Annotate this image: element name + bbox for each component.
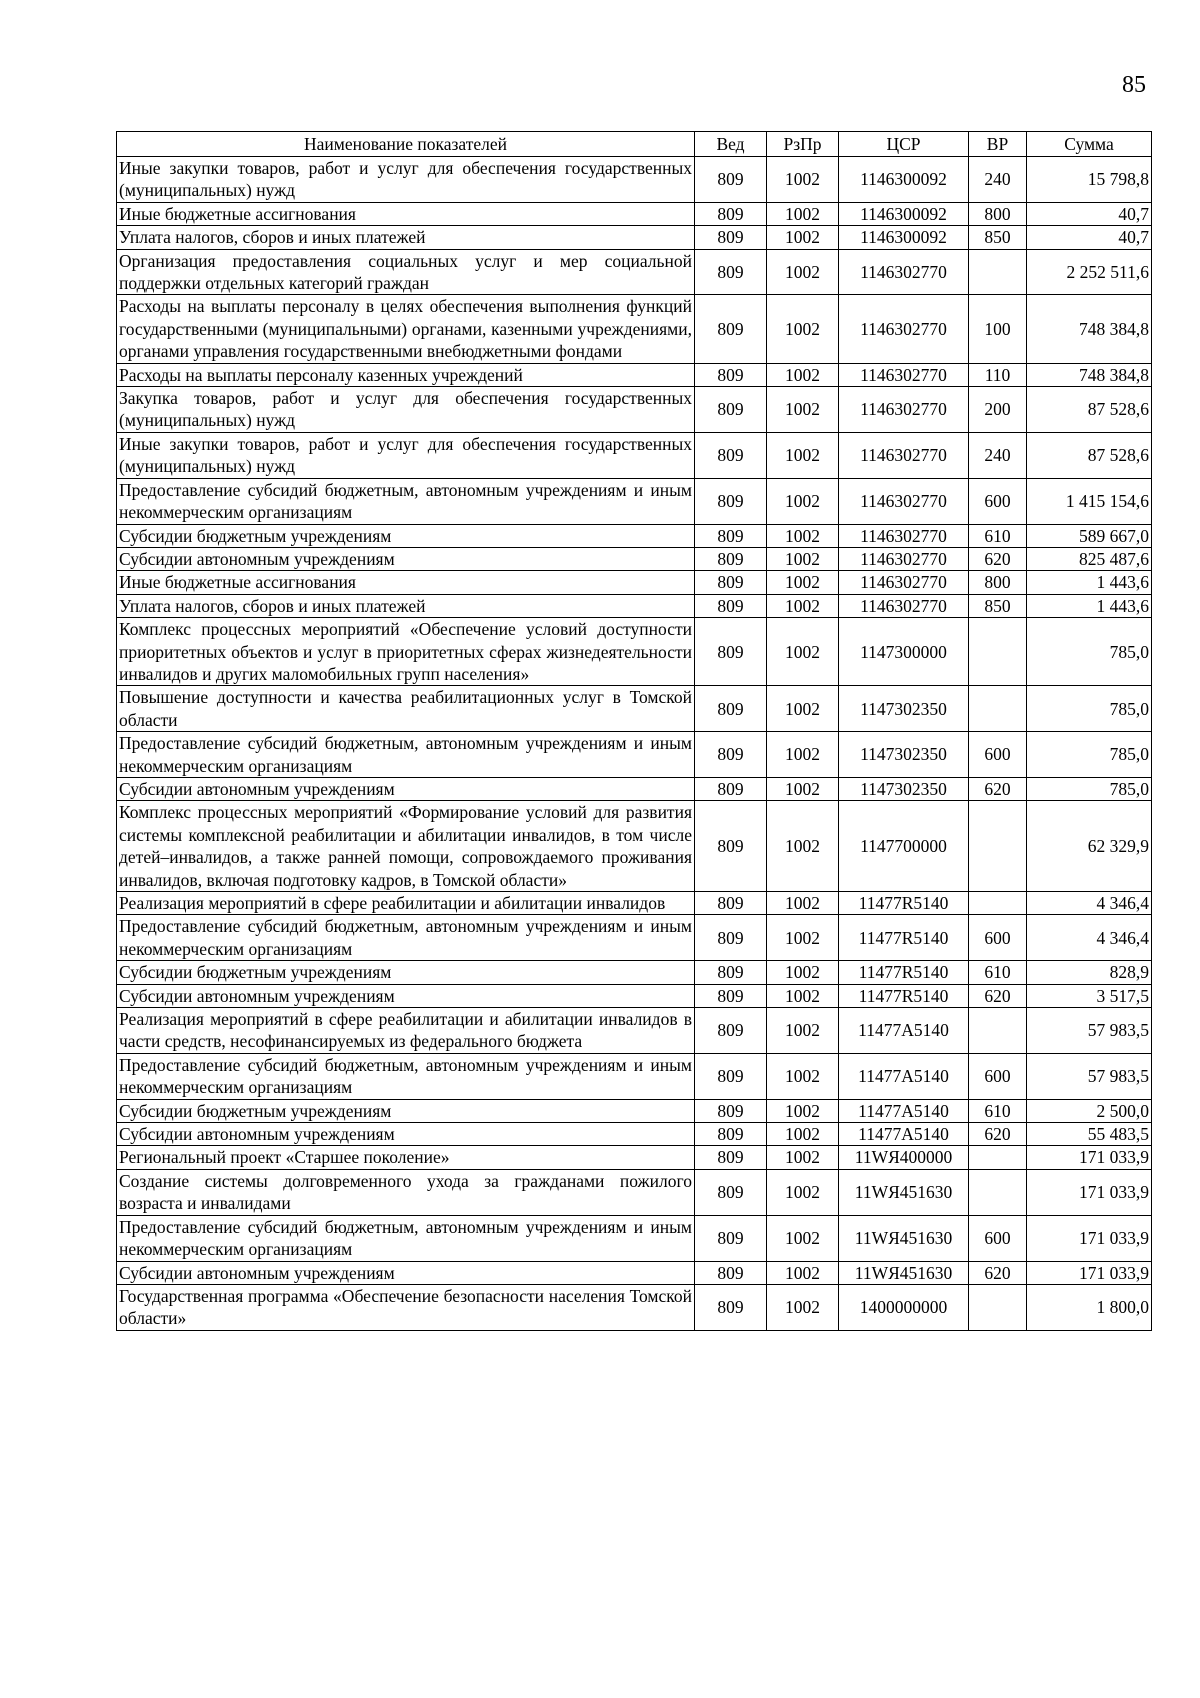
row-ved-cell: 809 — [695, 732, 767, 778]
row-name-cell: Иные закупки товаров, работ и услуг для обеспечения государственных (муниципальных) нужд — [117, 432, 695, 478]
table-row — [117, 547, 1152, 570]
row-vr-cell: 850 — [969, 594, 1027, 617]
row-ved-cell: 809 — [695, 892, 767, 915]
row-csr-cell: 11477R5140 — [839, 892, 969, 915]
row-vr-cell: 620 — [969, 547, 1027, 570]
row-rzpr-cell: 1002 — [767, 777, 839, 800]
table-row — [117, 202, 1152, 225]
row-sum-cell: 1 443,6 — [1027, 571, 1152, 594]
row-name-cell: Иные закупки товаров, работ и услуг для обеспечения государственных (муниципальных) нужд — [117, 157, 695, 203]
row-vr-cell — [969, 1008, 1027, 1054]
row-sum-cell: 171 033,9 — [1027, 1169, 1152, 1215]
row-ved-cell: 809 — [695, 618, 767, 686]
row-csr-cell: 1147700000 — [839, 801, 969, 892]
row-sum-cell: 40,7 — [1027, 202, 1152, 225]
row-csr-cell: 1147300000 — [839, 618, 969, 686]
row-name-cell: Субсидии бюджетным учреждениям — [117, 1099, 695, 1122]
column-header-vr: ВР — [969, 132, 1027, 157]
row-sum-cell: 87 528,6 — [1027, 432, 1152, 478]
column-header-sum: Сумма — [1027, 132, 1152, 157]
row-csr-cell: 11WЯ451630 — [839, 1261, 969, 1284]
row-name-cell: Государственная программа «Обеспечение безопасности населения Томской области» — [117, 1284, 695, 1330]
row-rzpr-cell: 1002 — [767, 892, 839, 915]
row-sum-cell: 4 346,4 — [1027, 915, 1152, 961]
row-rzpr-cell: 1002 — [767, 915, 839, 961]
row-name-cell: Субсидии автономным учреждениям — [117, 1123, 695, 1146]
row-vr-cell: 600 — [969, 915, 1027, 961]
row-ved-cell: 809 — [695, 1215, 767, 1261]
row-ved-cell: 809 — [695, 801, 767, 892]
row-name-cell: Субсидии автономным учреждениям — [117, 984, 695, 1007]
row-vr-cell: 600 — [969, 1215, 1027, 1261]
row-csr-cell: 11477R5140 — [839, 961, 969, 984]
row-csr-cell: 1146302770 — [839, 295, 969, 363]
row-ved-cell: 809 — [695, 777, 767, 800]
row-sum-cell: 171 033,9 — [1027, 1261, 1152, 1284]
row-name-cell: Комплекс процессных мероприятий «Обеспечение условий доступности приоритетных объектов и услуг в приоритетных сферах жизнедеятельности инвалидов и других маломобильных групп населения» — [117, 618, 695, 686]
row-rzpr-cell: 1002 — [767, 801, 839, 892]
table-row — [117, 295, 1152, 363]
row-csr-cell: 1147302350 — [839, 732, 969, 778]
row-name-cell: Организация предоставления социальных услуг и мер социальной поддержки отдельных категорий граждан — [117, 249, 695, 295]
row-rzpr-cell: 1002 — [767, 732, 839, 778]
row-name-cell: Иные бюджетные ассигнования — [117, 202, 695, 225]
row-rzpr-cell: 1002 — [767, 478, 839, 524]
table-row — [117, 249, 1152, 295]
row-csr-cell: 1146302770 — [839, 249, 969, 295]
row-csr-cell: 1400000000 — [839, 1284, 969, 1330]
table-row — [117, 1053, 1152, 1099]
row-sum-cell: 1 800,0 — [1027, 1284, 1152, 1330]
row-vr-cell: 620 — [969, 1123, 1027, 1146]
table-row — [117, 524, 1152, 547]
row-vr-cell — [969, 686, 1027, 732]
table-row — [117, 1123, 1152, 1146]
row-vr-cell — [969, 801, 1027, 892]
row-rzpr-cell: 1002 — [767, 686, 839, 732]
row-csr-cell: 1146302770 — [839, 432, 969, 478]
row-csr-cell: 1146302770 — [839, 594, 969, 617]
row-csr-cell: 11WЯ451630 — [839, 1215, 969, 1261]
column-header-rzpr: РзПр — [767, 132, 839, 157]
row-sum-cell: 40,7 — [1027, 226, 1152, 249]
row-ved-cell: 809 — [695, 249, 767, 295]
row-sum-cell: 15 798,8 — [1027, 157, 1152, 203]
row-name-cell: Расходы на выплаты персоналу в целях обеспечения выполнения функций государственными (муниципальными) органами, казенными учреждениями, органами управления государственными внебюджетными фондами — [117, 295, 695, 363]
table-header-row — [117, 132, 1152, 157]
row-name-cell: Субсидии автономным учреждениям — [117, 777, 695, 800]
row-sum-cell: 57 983,5 — [1027, 1008, 1152, 1054]
row-vr-cell: 110 — [969, 363, 1027, 386]
row-vr-cell: 620 — [969, 777, 1027, 800]
row-vr-cell: 610 — [969, 524, 1027, 547]
row-csr-cell: 11477R5140 — [839, 915, 969, 961]
table-row — [117, 571, 1152, 594]
row-ved-cell: 809 — [695, 915, 767, 961]
table-row — [117, 984, 1152, 1007]
column-header-csr: ЦСР — [839, 132, 969, 157]
row-vr-cell — [969, 249, 1027, 295]
row-rzpr-cell: 1002 — [767, 295, 839, 363]
row-sum-cell: 748 384,8 — [1027, 363, 1152, 386]
row-sum-cell: 785,0 — [1027, 618, 1152, 686]
row-csr-cell: 11WЯ400000 — [839, 1146, 969, 1169]
table-row — [117, 1169, 1152, 1215]
row-csr-cell: 11WЯ451630 — [839, 1169, 969, 1215]
row-name-cell: Расходы на выплаты персоналу казенных учреждений — [117, 363, 695, 386]
row-ved-cell: 809 — [695, 1169, 767, 1215]
table-row — [117, 387, 1152, 433]
row-ved-cell: 809 — [695, 1284, 767, 1330]
row-ved-cell: 809 — [695, 686, 767, 732]
row-csr-cell: 1147302350 — [839, 777, 969, 800]
row-vr-cell: 600 — [969, 478, 1027, 524]
row-vr-cell: 850 — [969, 226, 1027, 249]
row-rzpr-cell: 1002 — [767, 961, 839, 984]
row-ved-cell: 809 — [695, 524, 767, 547]
row-ved-cell: 809 — [695, 984, 767, 1007]
row-rzpr-cell: 1002 — [767, 432, 839, 478]
row-sum-cell: 785,0 — [1027, 686, 1152, 732]
table-row — [117, 1284, 1152, 1330]
table-row — [117, 1261, 1152, 1284]
row-vr-cell: 240 — [969, 157, 1027, 203]
row-ved-cell: 809 — [695, 594, 767, 617]
row-sum-cell: 87 528,6 — [1027, 387, 1152, 433]
row-name-cell: Повышение доступности и качества реабилитационных услуг в Томской области — [117, 686, 695, 732]
row-ved-cell: 809 — [695, 157, 767, 203]
row-sum-cell: 4 346,4 — [1027, 892, 1152, 915]
row-rzpr-cell: 1002 — [767, 1261, 839, 1284]
row-sum-cell: 2 252 511,6 — [1027, 249, 1152, 295]
table-row — [117, 157, 1152, 203]
row-sum-cell: 171 033,9 — [1027, 1215, 1152, 1261]
row-rzpr-cell: 1002 — [767, 984, 839, 1007]
row-rzpr-cell: 1002 — [767, 594, 839, 617]
budget-table — [116, 131, 1152, 1331]
table-row — [117, 363, 1152, 386]
row-csr-cell: 1146302770 — [839, 524, 969, 547]
row-vr-cell: 620 — [969, 1261, 1027, 1284]
row-sum-cell: 1 443,6 — [1027, 594, 1152, 617]
row-ved-cell: 809 — [695, 295, 767, 363]
row-sum-cell: 825 487,6 — [1027, 547, 1152, 570]
row-sum-cell: 3 517,5 — [1027, 984, 1152, 1007]
row-vr-cell: 620 — [969, 984, 1027, 1007]
row-ved-cell: 809 — [695, 547, 767, 570]
row-csr-cell: 1146302770 — [839, 387, 969, 433]
table-row — [117, 732, 1152, 778]
row-ved-cell: 809 — [695, 202, 767, 225]
row-vr-cell — [969, 1284, 1027, 1330]
row-rzpr-cell: 1002 — [767, 249, 839, 295]
table-row — [117, 432, 1152, 478]
table-row — [117, 686, 1152, 732]
row-rzpr-cell: 1002 — [767, 524, 839, 547]
row-rzpr-cell: 1002 — [767, 157, 839, 203]
row-csr-cell: 1146302770 — [839, 547, 969, 570]
row-sum-cell: 171 033,9 — [1027, 1146, 1152, 1169]
row-sum-cell: 1 415 154,6 — [1027, 478, 1152, 524]
row-vr-cell — [969, 1169, 1027, 1215]
row-rzpr-cell: 1002 — [767, 1123, 839, 1146]
table-row — [117, 1008, 1152, 1054]
row-rzpr-cell: 1002 — [767, 1008, 839, 1054]
row-name-cell: Предоставление субсидий бюджетным, автономным учреждениям и иным некоммерческим организациям — [117, 478, 695, 524]
row-name-cell: Комплекс процессных мероприятий «Формирование условий для развития системы комплексной реабилитации и абилитации инвалидов, в том числе детей–инвалидов, а также ранней помощи, сопровождаемого проживания инвалидов, включая подготовку кадров, в Томской области» — [117, 801, 695, 892]
table-row — [117, 777, 1152, 800]
row-csr-cell: 11477A5140 — [839, 1123, 969, 1146]
row-csr-cell: 1146302770 — [839, 478, 969, 524]
row-name-cell: Субсидии автономным учреждениям — [117, 1261, 695, 1284]
row-rzpr-cell: 1002 — [767, 1169, 839, 1215]
row-ved-cell: 809 — [695, 1123, 767, 1146]
page-number: 85 — [1122, 72, 1146, 98]
row-sum-cell: 62 329,9 — [1027, 801, 1152, 892]
table-row — [117, 618, 1152, 686]
row-vr-cell: 610 — [969, 961, 1027, 984]
row-csr-cell: 1146302770 — [839, 363, 969, 386]
row-name-cell: Реализация мероприятий в сфере реабилитации и абилитации инвалидов в части средств, несофинансируемых из федерального бюджета — [117, 1008, 695, 1054]
table-row — [117, 915, 1152, 961]
row-ved-cell: 809 — [695, 387, 767, 433]
row-rzpr-cell: 1002 — [767, 202, 839, 225]
row-rzpr-cell: 1002 — [767, 1099, 839, 1122]
row-rzpr-cell: 1002 — [767, 363, 839, 386]
row-name-cell: Субсидии бюджетным учреждениям — [117, 961, 695, 984]
row-ved-cell: 809 — [695, 1053, 767, 1099]
row-vr-cell — [969, 1146, 1027, 1169]
row-sum-cell: 589 667,0 — [1027, 524, 1152, 547]
row-csr-cell: 1146300092 — [839, 157, 969, 203]
table-row — [117, 961, 1152, 984]
row-name-cell: Уплата налогов, сборов и иных платежей — [117, 226, 695, 249]
row-vr-cell: 800 — [969, 571, 1027, 594]
column-header-name: Наименование показателей — [117, 132, 695, 157]
row-vr-cell: 100 — [969, 295, 1027, 363]
row-name-cell: Субсидии автономным учреждениям — [117, 547, 695, 570]
row-ved-cell: 809 — [695, 1008, 767, 1054]
table-row — [117, 1099, 1152, 1122]
row-sum-cell: 828,9 — [1027, 961, 1152, 984]
row-vr-cell: 240 — [969, 432, 1027, 478]
row-name-cell: Реализация мероприятий в сфере реабилитации и абилитации инвалидов — [117, 892, 695, 915]
row-csr-cell: 11477A5140 — [839, 1053, 969, 1099]
row-rzpr-cell: 1002 — [767, 387, 839, 433]
table-row — [117, 226, 1152, 249]
row-sum-cell: 748 384,8 — [1027, 295, 1152, 363]
row-sum-cell: 785,0 — [1027, 732, 1152, 778]
row-csr-cell: 1146302770 — [839, 571, 969, 594]
row-rzpr-cell: 1002 — [767, 226, 839, 249]
row-sum-cell: 785,0 — [1027, 777, 1152, 800]
row-ved-cell: 809 — [695, 432, 767, 478]
row-vr-cell: 610 — [969, 1099, 1027, 1122]
column-header-ved: Вед — [695, 132, 767, 157]
table-row — [117, 801, 1152, 892]
row-rzpr-cell: 1002 — [767, 1284, 839, 1330]
row-vr-cell: 800 — [969, 202, 1027, 225]
row-name-cell: Предоставление субсидий бюджетным, автономным учреждениям и иным некоммерческим организациям — [117, 915, 695, 961]
row-name-cell: Закупка товаров, работ и услуг для обеспечения государственных (муниципальных) нужд — [117, 387, 695, 433]
row-name-cell: Предоставление субсидий бюджетным, автономным учреждениям и иным некоммерческим организациям — [117, 1215, 695, 1261]
row-csr-cell: 11477A5140 — [839, 1008, 969, 1054]
row-rzpr-cell: 1002 — [767, 1146, 839, 1169]
row-rzpr-cell: 1002 — [767, 618, 839, 686]
row-name-cell: Региональный проект «Старшее поколение» — [117, 1146, 695, 1169]
row-csr-cell: 11477A5140 — [839, 1099, 969, 1122]
row-sum-cell: 57 983,5 — [1027, 1053, 1152, 1099]
row-ved-cell: 809 — [695, 961, 767, 984]
row-name-cell: Уплата налогов, сборов и иных платежей — [117, 594, 695, 617]
row-sum-cell: 55 483,5 — [1027, 1123, 1152, 1146]
row-vr-cell: 600 — [969, 732, 1027, 778]
row-name-cell: Иные бюджетные ассигнования — [117, 571, 695, 594]
table-row — [117, 594, 1152, 617]
row-name-cell: Предоставление субсидий бюджетным, автономным учреждениям и иным некоммерческим организациям — [117, 1053, 695, 1099]
row-ved-cell: 809 — [695, 226, 767, 249]
table-row — [117, 892, 1152, 915]
row-name-cell: Предоставление субсидий бюджетным, автономным учреждениям и иным некоммерческим организациям — [117, 732, 695, 778]
table-row — [117, 1215, 1152, 1261]
row-ved-cell: 809 — [695, 478, 767, 524]
row-vr-cell — [969, 618, 1027, 686]
row-csr-cell: 1146300092 — [839, 202, 969, 225]
row-csr-cell: 1146300092 — [839, 226, 969, 249]
row-rzpr-cell: 1002 — [767, 1053, 839, 1099]
row-rzpr-cell: 1002 — [767, 1215, 839, 1261]
row-rzpr-cell: 1002 — [767, 571, 839, 594]
row-vr-cell — [969, 892, 1027, 915]
row-ved-cell: 809 — [695, 1099, 767, 1122]
table-row — [117, 1146, 1152, 1169]
row-ved-cell: 809 — [695, 1146, 767, 1169]
row-ved-cell: 809 — [695, 1261, 767, 1284]
row-name-cell: Субсидии бюджетным учреждениям — [117, 524, 695, 547]
row-name-cell: Создание системы долговременного ухода за гражданами пожилого возраста и инвалидами — [117, 1169, 695, 1215]
row-rzpr-cell: 1002 — [767, 547, 839, 570]
row-ved-cell: 809 — [695, 571, 767, 594]
row-vr-cell: 600 — [969, 1053, 1027, 1099]
row-ved-cell: 809 — [695, 363, 767, 386]
row-vr-cell: 200 — [969, 387, 1027, 433]
row-csr-cell: 1147302350 — [839, 686, 969, 732]
table-row — [117, 478, 1152, 524]
row-sum-cell: 2 500,0 — [1027, 1099, 1152, 1122]
row-csr-cell: 11477R5140 — [839, 984, 969, 1007]
